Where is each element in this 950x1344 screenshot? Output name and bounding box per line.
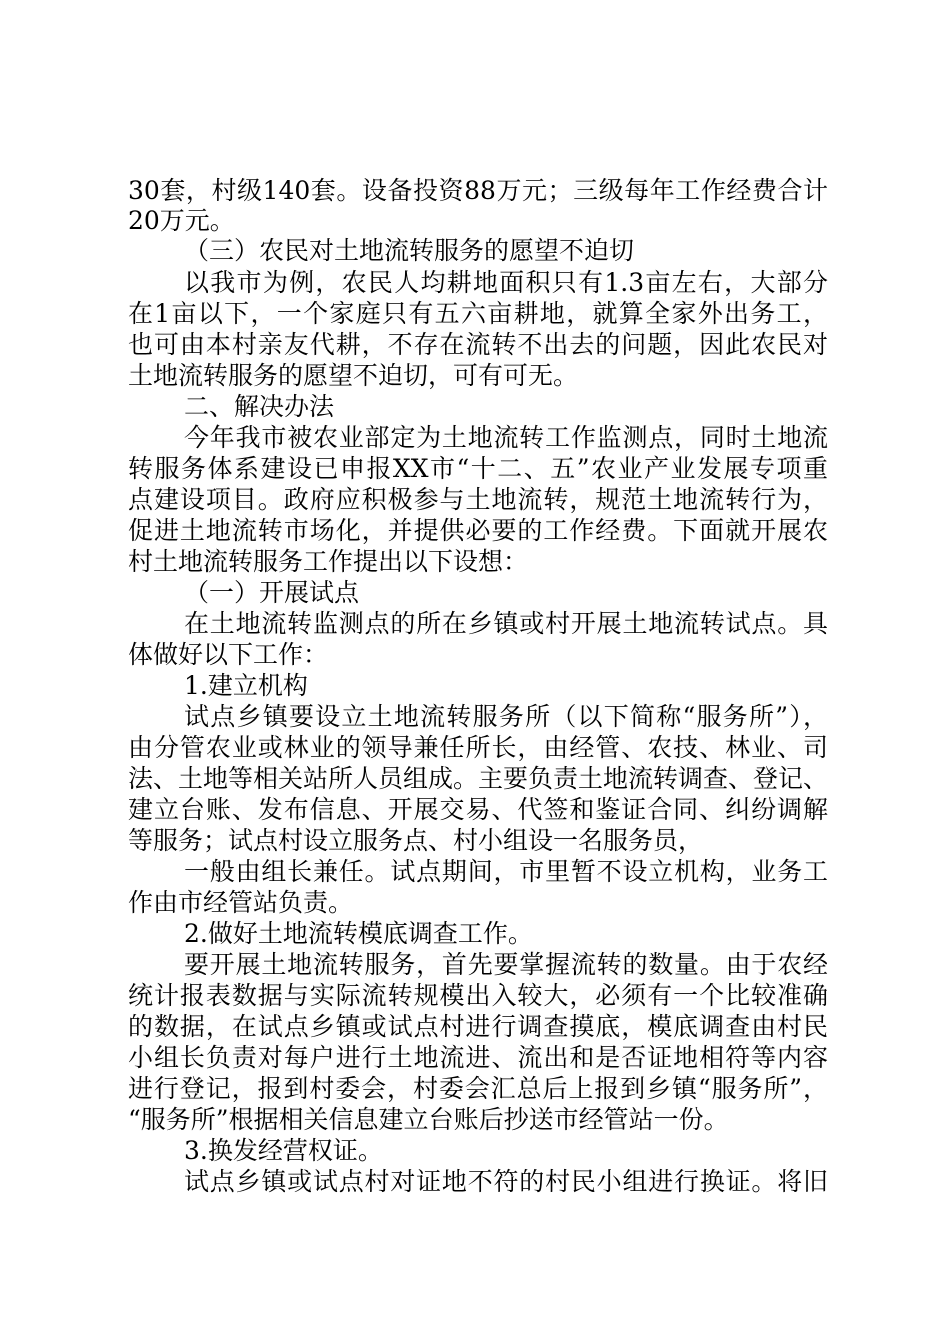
text-line: 土地流转服务的愿望不迫切，可有可无。: [128, 361, 579, 390]
text-line: 进行登记，报到村委会，村委会汇总后上报到乡镇“服务所”，: [128, 1074, 828, 1103]
text-line: 促进土地流转市场化，并提供必要的工作经费。下面就开展农: [128, 516, 828, 545]
text-line: 小组长负责对每户进行土地流进、流出和是否证地相符等内容: [128, 1043, 828, 1072]
text-line: 试点乡镇要设立土地流转服务所（以下简称“服务所”），: [184, 702, 828, 731]
section-heading: 1.建立机构: [184, 671, 308, 700]
text-line: 在土地流转监测点的所在乡镇或村开展土地流转试点。具: [184, 609, 828, 638]
text-line: 在1亩以下，一个家庭只有五六亩耕地，就算全家外出务工，: [128, 299, 828, 328]
text-line: 一般由组长兼任。试点期间，市里暂不设立机构，业务工: [184, 857, 828, 886]
section-heading: （一）开展试点: [184, 578, 360, 607]
text-line: 转服务体系建设已申报XX市“十二、五”农业产业发展专项重: [128, 454, 828, 483]
text-line: 试点乡镇或试点村对证地不符的村民小组进行换证。将旧: [184, 1167, 828, 1196]
text-line: 村土地流转服务工作提出以下设想：: [128, 547, 529, 576]
text-line: “服务所”根据相关信息建立台账后抄送市经管站一份。: [128, 1105, 729, 1134]
section-heading: 2.做好土地流转模底调查工作。: [184, 919, 533, 948]
text-line: 30套，村级140套。设备投资88万元；三级每年工作经费合计: [128, 176, 828, 205]
text-line: 的数据，在试点乡镇或试点村进行调查摸底，模底调查由村民: [128, 1012, 828, 1041]
text-line: 要开展土地流转服务，首先要掌握流转的数量。由于农经: [184, 950, 828, 979]
text-line: 今年我市被农业部定为土地流转工作监测点，同时土地流: [184, 423, 828, 452]
text-line: 由分管农业或林业的领导兼任所长，由经管、农技、林业、司: [128, 733, 828, 762]
text-line: 统计报表数据与实际流转规模出入较大，必须有一个比较准确: [128, 981, 828, 1010]
text-line: 体做好以下工作：: [128, 640, 329, 669]
section-heading: 二、解决办法: [184, 392, 335, 421]
text-line: 以我市为例，农民人均耕地面积只有1.3亩左右，大部分: [184, 268, 828, 297]
text-line: 法、土地等相关站所人员组成。主要负责土地流转调查、登记、: [128, 764, 829, 793]
text-line: 作由市经管站负责。: [128, 888, 354, 917]
text-line: 20万元。: [128, 206, 235, 235]
text-line: 点建设项目。政府应积极参与土地流转，规范土地流转行为，: [128, 485, 828, 514]
text-line: 建立台账、发布信息、开展交易、代签和鉴证合同、纠纷调解: [128, 795, 828, 824]
section-heading: 3.换发经营权证。: [184, 1136, 383, 1165]
text-line: 等服务；试点村设立服务点、村小组设一名服务员，: [128, 826, 704, 855]
text-line: 也可由本村亲友代耕，不存在流转不出去的问题，因此农民对: [128, 330, 828, 359]
section-heading: （三）农民对土地流转服务的愿望不迫切: [184, 236, 635, 265]
